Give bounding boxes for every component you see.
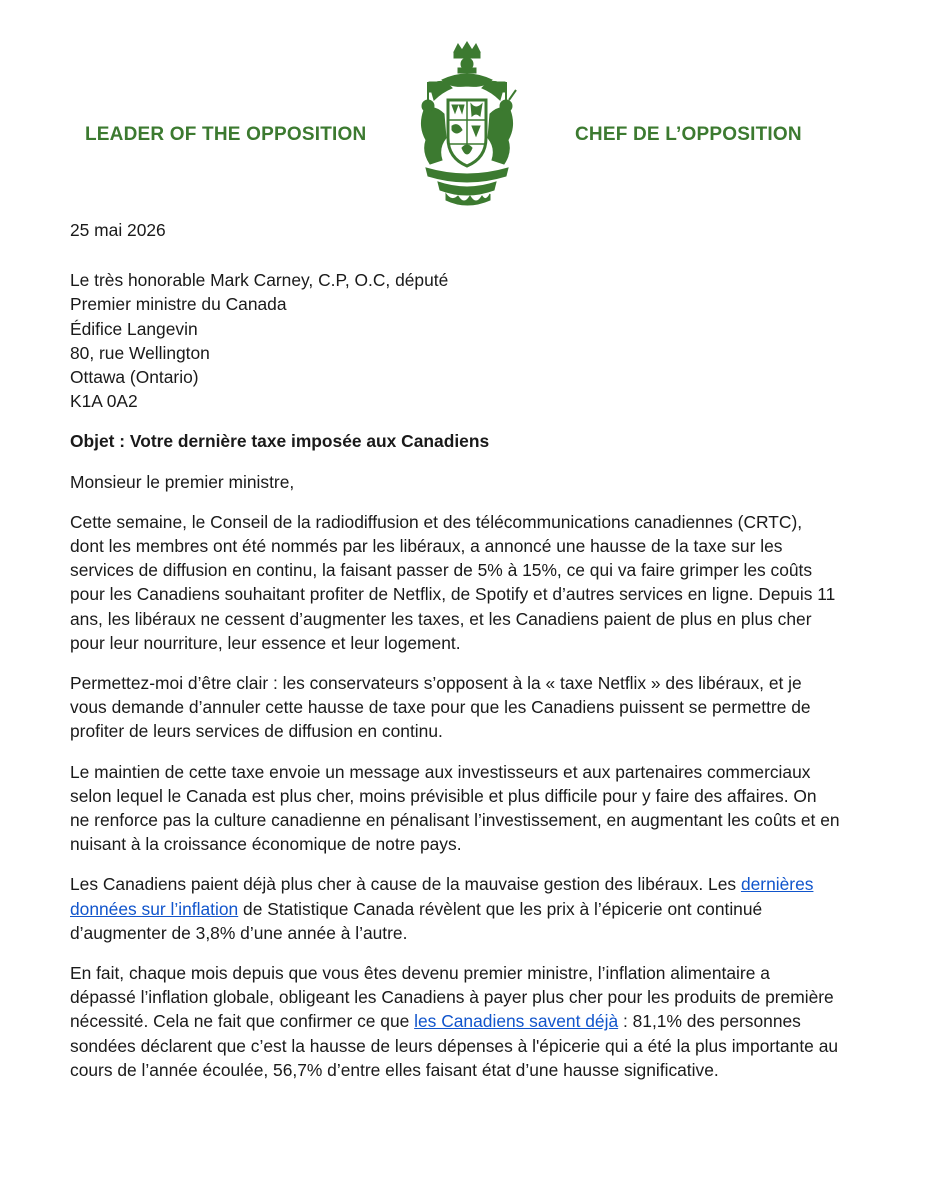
paragraph-4 bbox=[70, 872, 840, 945]
address-line: K1A 0A2 bbox=[70, 391, 138, 412]
subject-line: Objet : Votre dernière taxe imposée aux Canadiens bbox=[70, 431, 490, 452]
salutation: Monsieur le premier ministre, bbox=[70, 471, 295, 492]
recipient-address bbox=[70, 268, 840, 413]
letter-date: 25 mai 2026 bbox=[70, 220, 166, 240]
paragraph-4-text-start: Les Canadiens paient déjà plus cher à cause de la mauvaise gestion des libéraux. Les bbox=[70, 874, 741, 895]
inflation-data-link[interactable]: dernières données sur l’inflation bbox=[70, 874, 814, 919]
letterhead-title-french: CHEF DE L’OPPOSITION bbox=[575, 124, 802, 145]
address-line: 80, rue Wellington bbox=[70, 342, 210, 363]
paragraph-5-text-start: En fait, chaque mois depuis que vous êtes devenu premier ministre, l’inflation alimentaire a dépassé l’inflation globale, obligeant les Canadiens à payer plus cher pour les produits de première nécessité. Cela ne fait que confirmer ce que bbox=[70, 963, 834, 1032]
address-line: Ottawa (Ontario) bbox=[70, 367, 199, 388]
paragraph-5-text-end: : 81,1% des personnes sondées déclarent que c’est la hausse de leurs dépenses à l'épicerie qui a été la plus importante au cours de l’année écoulée, 56,7% d’entre elles faisant état d’une hausse significative. bbox=[70, 1011, 839, 1080]
paragraph-4-text-end: de Statistique Canada révèlent que les prix à l’épicerie ont continué d’augmenter de 3,8% d’une année à l’autre. bbox=[70, 898, 763, 943]
address-line: Premier ministre du Canada bbox=[70, 294, 287, 315]
letterhead bbox=[0, 0, 928, 215]
coat-of-arms-icon bbox=[412, 40, 522, 210]
paragraph-2: Permettez-moi d’être clair : les conservateurs s’opposent à la « taxe Netflix » des libéraux, et je vous demande d’annuler cette hausse de taxe pour que les Canadiens puissent se permettre de profiter de leurs services de diffusion en continu. bbox=[70, 673, 811, 742]
address-line: Le très honorable Mark Carney, C.P, O.C, député bbox=[70, 270, 449, 291]
canadians-know-link[interactable]: les Canadiens savent déjà bbox=[414, 1011, 619, 1032]
paragraph-3: Le maintien de cette taxe envoie un message aux investisseurs et aux partenaires commerciaux selon lequel le Canada est plus cher, moins prévisible et plus difficile pour y faire des affaires. On ne renforce pas la culture canadienne en pénalisant l’investissement, en augmentant les coûts et en nuisant à la croissance économique de notre pays. bbox=[70, 761, 840, 855]
paragraph-5 bbox=[70, 961, 840, 1082]
letter-body bbox=[70, 218, 840, 1098]
address-line: Édifice Langevin bbox=[70, 318, 198, 339]
letterhead-title-english: LEADER OF THE OPPOSITION bbox=[85, 124, 367, 145]
paragraph-1: Cette semaine, le Conseil de la radiodiffusion et des télécommunications canadiennes (CRTC), dont les membres ont été nommés par les libéraux, a annoncé une hausse de la taxe sur les services de diffusion en continu, la faisant passer de 5% à 15%, ce qui va faire grimper les coûts pour les Canadiens souhaitant profiter de Netflix, de Spotify et d’autres services en ligne. Depuis 11 ans, les libéraux ne cessent d’augmenter les taxes, et les Canadiens paient de plus en plus cher pour leur nourriture, leur essence et leur logement. bbox=[70, 511, 836, 653]
